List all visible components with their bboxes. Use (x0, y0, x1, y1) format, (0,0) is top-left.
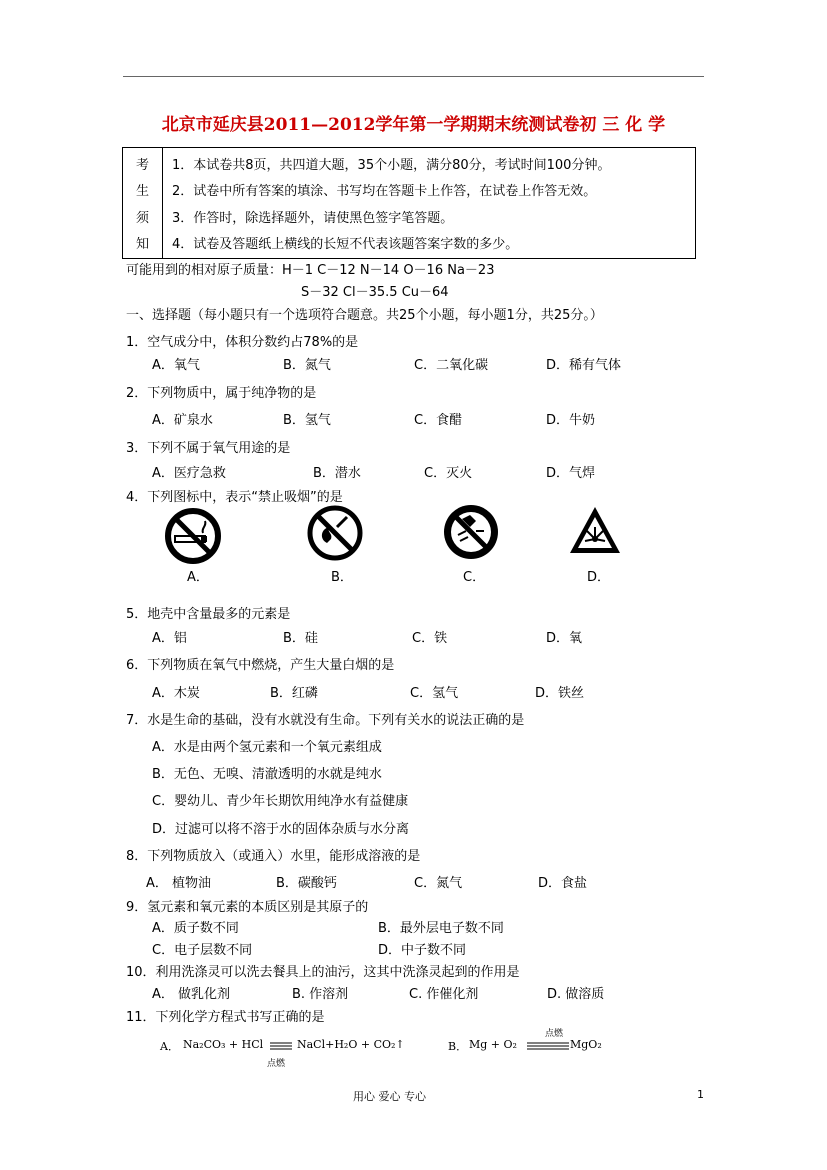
question-stem: 9．氢元素和氧元素的本质区别是其原子的 (126, 900, 369, 915)
option: A．铝 (152, 631, 187, 646)
option: A．木炭 (152, 686, 200, 701)
notice-item: 1．本试卷共8页，共四道大题，35个小题，满分80分，考试时间100分钟。 (172, 157, 611, 173)
equals-sign-icon (527, 1041, 569, 1051)
option: A．矿泉水 (152, 413, 213, 428)
option: C．氢气 (410, 686, 459, 701)
option: C. 作催化剂 (409, 987, 479, 1002)
notice-item: 4．试卷及答题纸上横线的长短不代表该题答案字数的多少。 (172, 237, 519, 253)
option: D．铁丝 (535, 686, 585, 701)
option: C．氮气 (414, 876, 463, 891)
option: C．电子层数不同 (152, 943, 253, 958)
option: A．医疗急救 (152, 466, 226, 481)
option: B．氮气 (283, 358, 331, 373)
equation-b-reactants: Mg + O₂ (469, 1038, 517, 1051)
option: B． (331, 570, 353, 585)
question-stem: 10．利用洗涤灵可以洗去餐具上的油污，这其中洗涤灵起到的作用是 (126, 965, 520, 980)
option: D. 做溶质 (547, 987, 605, 1002)
option: B．无色、无嗅、清澈透明的水就是纯水 (152, 767, 382, 782)
option: D．稀有气体 (546, 358, 622, 373)
question-stem: 6．下列物质在氧气中燃烧，产生大量白烟的是 (126, 658, 395, 673)
option: A． (187, 570, 209, 585)
option: B．硅 (283, 631, 318, 646)
option: C．食醋 (414, 413, 463, 428)
equation-b-products: MgO₂ (570, 1038, 602, 1051)
notice-heading-char: 生 (135, 184, 149, 200)
option: D．氧 (546, 631, 583, 646)
option: B．最外层电子数不同 (378, 921, 504, 936)
option: B. 作溶剂 (292, 987, 349, 1002)
option: A． 植物油 (146, 876, 212, 891)
explosive-warning-icon (567, 503, 623, 557)
equals-sign-icon (270, 1041, 292, 1051)
question-stem: 7．水是生命的基础，没有水就没有生命。下列有关水的说法正确的是 (126, 713, 525, 728)
option: B．氢气 (283, 413, 331, 428)
option: A．氧气 (152, 358, 200, 373)
option: B．碳酸钙 (276, 876, 337, 891)
footer-motto: 用心 爱心 专心 (353, 1090, 426, 1103)
equation-a-label: A． (160, 1040, 179, 1053)
option: D．食盐 (538, 876, 588, 891)
question-stem: 3．下列不属于氧气用途的是 (126, 441, 291, 456)
section-heading: 一、选择题（每小题只有一个选项符合题意。共25个小题，每小题1分，共25分。） (126, 308, 603, 323)
no-fireworks-icon (440, 501, 502, 563)
question-stem: 4．下列图标中，表示“禁止吸烟”的是 (126, 490, 343, 505)
notice-heading (123, 148, 163, 258)
option: D．过滤可以将不溶于水的固体杂质与水分离 (152, 822, 410, 837)
no-smoking-icon (163, 506, 223, 566)
equation-a-reactants: Na₂CO₃ + HCl (183, 1038, 264, 1051)
question-stem: 8．下列物质放入（或通入）水里，能形成溶液的是 (126, 849, 421, 864)
option: B．红磷 (270, 686, 318, 701)
option: C． (463, 570, 486, 585)
notice-heading-char: 知 (135, 237, 149, 253)
atomic-masses-line2: S－32 Cl－35.5 Cu－64 (301, 285, 449, 300)
no-open-flame-icon (305, 503, 365, 563)
option: A．水是由两个氢元素和一个氧元素组成 (152, 740, 382, 755)
equation-b-condition: 点燃 (545, 1029, 564, 1039)
option: D． (587, 570, 611, 585)
option: C．婴幼儿、青少年长期饮用纯净水有益健康 (152, 794, 409, 809)
option: A． 做乳化剂 (152, 987, 231, 1002)
page-title: 北京市延庆县2011—2012学年第一学期期末统测试卷初 三 化 学 (161, 115, 666, 135)
notice-item: 2．试卷中所有答案的填涂、书写均在答题卡上作答，在试卷上作答无效。 (172, 184, 597, 200)
notice-heading-char: 须 (135, 210, 149, 226)
question-stem: 11．下列化学方程式书写正确的是 (126, 1010, 325, 1025)
question-stem: 5．地壳中含量最多的元素是 (126, 607, 291, 622)
option: B．潜水 (313, 466, 361, 481)
equation-b-label: B． (448, 1040, 468, 1053)
notice-items (163, 148, 695, 258)
page-number: 1 (697, 1088, 704, 1101)
option: C．二氧化碳 (414, 358, 489, 373)
question-stem: 1．空气成分中，体积分数约占78%的是 (126, 335, 359, 350)
notice-heading-char: 考 (135, 157, 149, 173)
option: D．气焊 (546, 466, 596, 481)
option: D．中子数不同 (378, 943, 467, 958)
option: C．铁 (412, 631, 448, 646)
equation-a-condition: 点燃 (267, 1059, 286, 1069)
notice-item: 3．作答时，除选择题外，请使黑色签字笔答题。 (172, 210, 454, 226)
option: D．牛奶 (546, 413, 596, 428)
header-rule (123, 76, 704, 77)
question-stem: 2．下列物质中，属于纯净物的是 (126, 386, 317, 401)
equation-a-products: NaCl+H₂O + CO₂↑ (297, 1038, 405, 1051)
exam-notice-box (122, 147, 696, 259)
atomic-masses-line1: 可能用到的相对原子质量：H－1 C－12 N－14 O－16 Na－23 (126, 263, 495, 278)
option: C．灭火 (424, 466, 473, 481)
option: A．质子数不同 (152, 921, 239, 936)
